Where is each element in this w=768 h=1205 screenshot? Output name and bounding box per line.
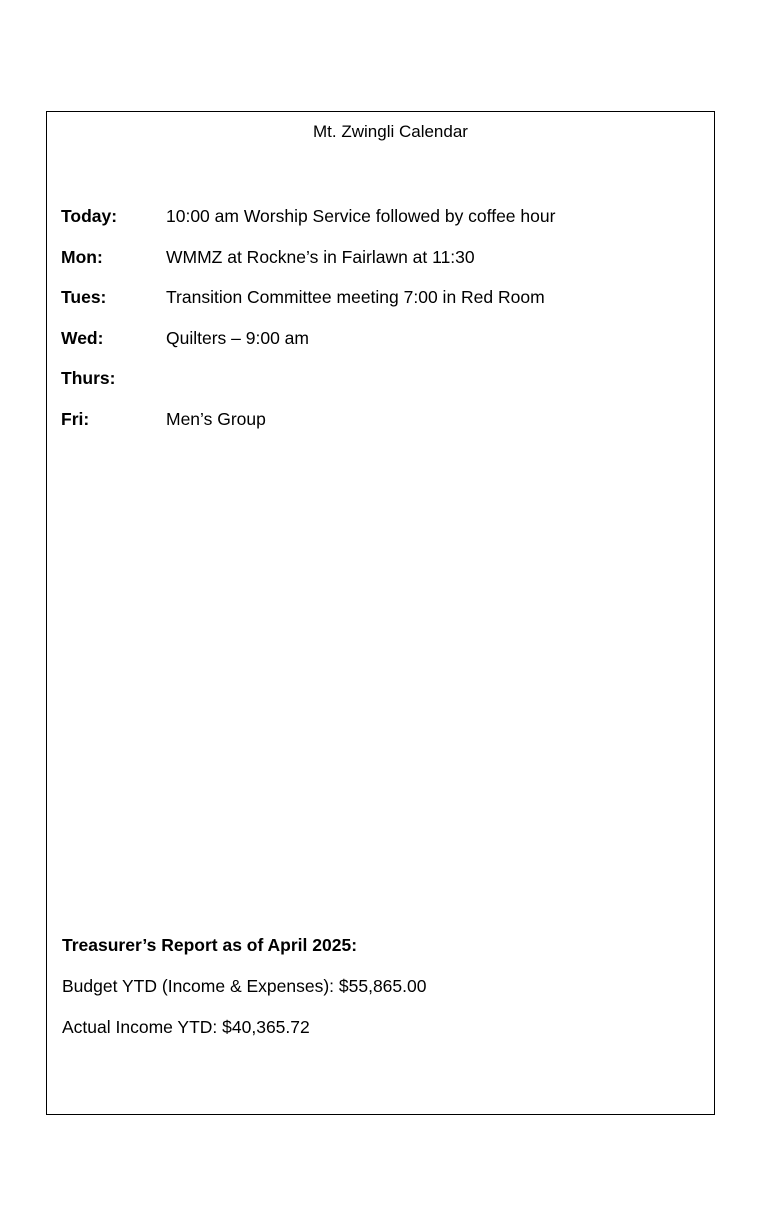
day-event: Men’s Group (166, 408, 266, 429)
day-label: Thurs: (61, 368, 116, 389)
day-event: Transition Committee meeting 7:00 in Red Room (166, 287, 545, 308)
schedule-row-mon (61, 247, 701, 288)
day-label: Tues: (61, 287, 107, 308)
calendar-title: Mt. Zwingli Calendar (313, 122, 468, 141)
day-label: Fri: (61, 408, 90, 429)
schedule-list (61, 206, 701, 450)
budget-ytd-line: Budget YTD (Income & Expenses): $55,865.00 (62, 976, 427, 996)
bulletin-page (46, 111, 715, 1115)
actual-income-line: Actual Income YTD: $40,365.72 (62, 1017, 310, 1037)
schedule-row-tues (61, 287, 701, 328)
day-event: Quilters – 9:00 am (166, 327, 309, 348)
schedule-row-today (61, 206, 701, 247)
day-label: Mon: (61, 246, 103, 267)
schedule-row-thurs (61, 368, 701, 409)
day-label: Today: (61, 206, 118, 226)
day-event: 10:00 am Worship Service followed by coffee hour (166, 206, 556, 226)
treasurer-report (62, 935, 702, 1058)
day-event: WMMZ at Rockne’s in Fairlawn at 11:30 (166, 246, 475, 267)
schedule-row-fri (61, 409, 701, 450)
schedule-row-wed (61, 328, 701, 369)
treasurer-heading: Treasurer’s Report as of April 2025: (62, 935, 358, 955)
day-label: Wed: (61, 327, 104, 348)
